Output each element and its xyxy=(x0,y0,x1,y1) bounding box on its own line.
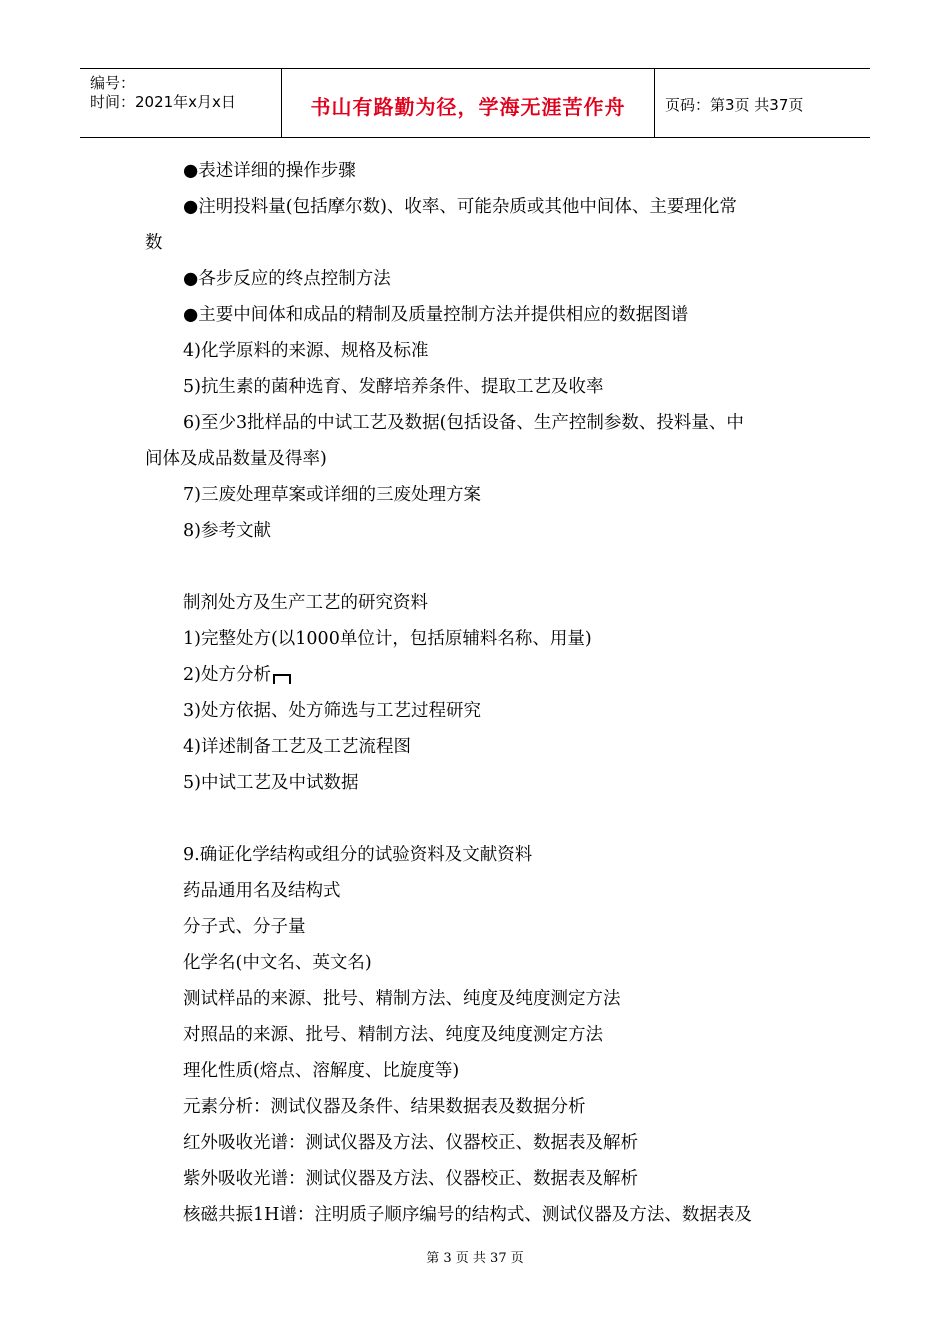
text-line: 核磁共振1H谱：注明质子顺序编号的结构式、测试仪器及方法、数据表及 xyxy=(183,1205,752,1225)
text-line: 红外吸收光谱：测试仪器及方法、仪器校正、数据表及解析 xyxy=(183,1133,638,1153)
motto: 书山有路勤为径，学海无涯苦作舟 xyxy=(310,95,626,119)
text-line: 对照品的来源、批号、精制方法、纯度及纯度测定方法 xyxy=(183,1025,603,1045)
time-label: 时间：2021年x月x日 xyxy=(90,93,236,111)
page-info: 页码：第3页 共37页 xyxy=(665,96,804,114)
text-line: ●注明投料量(包括摩尔数)、收率、可能杂质或其他中间体、主要理化常 xyxy=(183,197,737,217)
page-header xyxy=(80,68,870,138)
text-line: 理化性质(熔点、溶解度、比旋度等) xyxy=(183,1061,460,1081)
text-line: 6)至少3批样品的中试工艺及数据(包括设备、生产控制参数、投料量、中 xyxy=(183,413,744,433)
text-line: 4)化学原料的来源、规格及标准 xyxy=(183,341,429,361)
text-line: 8)参考文献 xyxy=(183,521,271,541)
header-motto-cell xyxy=(281,69,655,137)
text-line: 5)中试工艺及中试数据 xyxy=(183,773,359,793)
header-page-cell xyxy=(655,69,870,137)
header-meta-cell xyxy=(80,69,280,137)
text-line: ●主要中间体和成品的精制及质量控制方法并提供相应的数据图谱 xyxy=(183,305,689,325)
text-line: 分子式、分子量 xyxy=(183,917,306,937)
code-label: 编号： xyxy=(90,74,136,92)
text-line: 药品通用名及结构式 xyxy=(183,881,341,901)
text-line: 间体及成品数量及得率) xyxy=(145,449,327,469)
text-line: 1)完整处方(以1000单位计，包括原辅料名称、用量) xyxy=(183,629,592,649)
text-line: 化学名(中文名、英文名) xyxy=(183,953,372,973)
text-line: 5)抗生素的菌种选育、发酵培养条件、提取工艺及收率 xyxy=(183,377,604,397)
text-line: 4)详述制备工艺及工艺流程图 xyxy=(183,737,411,757)
text-line: 7)三废处理草案或详细的三废处理方案 xyxy=(183,485,481,505)
text-cursor-mark xyxy=(273,674,291,684)
text-line: ●表述详细的操作步骤 xyxy=(183,161,356,181)
page-footer: 第 3 页 共 37 页 xyxy=(426,1251,524,1266)
text-line: 3)处方依据、处方筛选与工艺过程研究 xyxy=(183,701,481,721)
text-line: 测试样品的来源、批号、精制方法、纯度及纯度测定方法 xyxy=(183,989,621,1009)
text-line: 2)处方分析 xyxy=(183,664,291,686)
text-line: 元素分析：测试仪器及条件、结果数据表及数据分析 xyxy=(183,1097,586,1117)
text-line: ●各步反应的终点控制方法 xyxy=(183,269,391,289)
text-line: 数 xyxy=(145,233,163,253)
text-line: 紫外吸收光谱：测试仪器及方法、仪器校正、数据表及解析 xyxy=(183,1169,638,1189)
section-heading: 9.确证化学结构或组分的试验资料及文献资料 xyxy=(183,845,533,865)
section-heading: 制剂处方及生产工艺的研究资料 xyxy=(183,593,428,613)
